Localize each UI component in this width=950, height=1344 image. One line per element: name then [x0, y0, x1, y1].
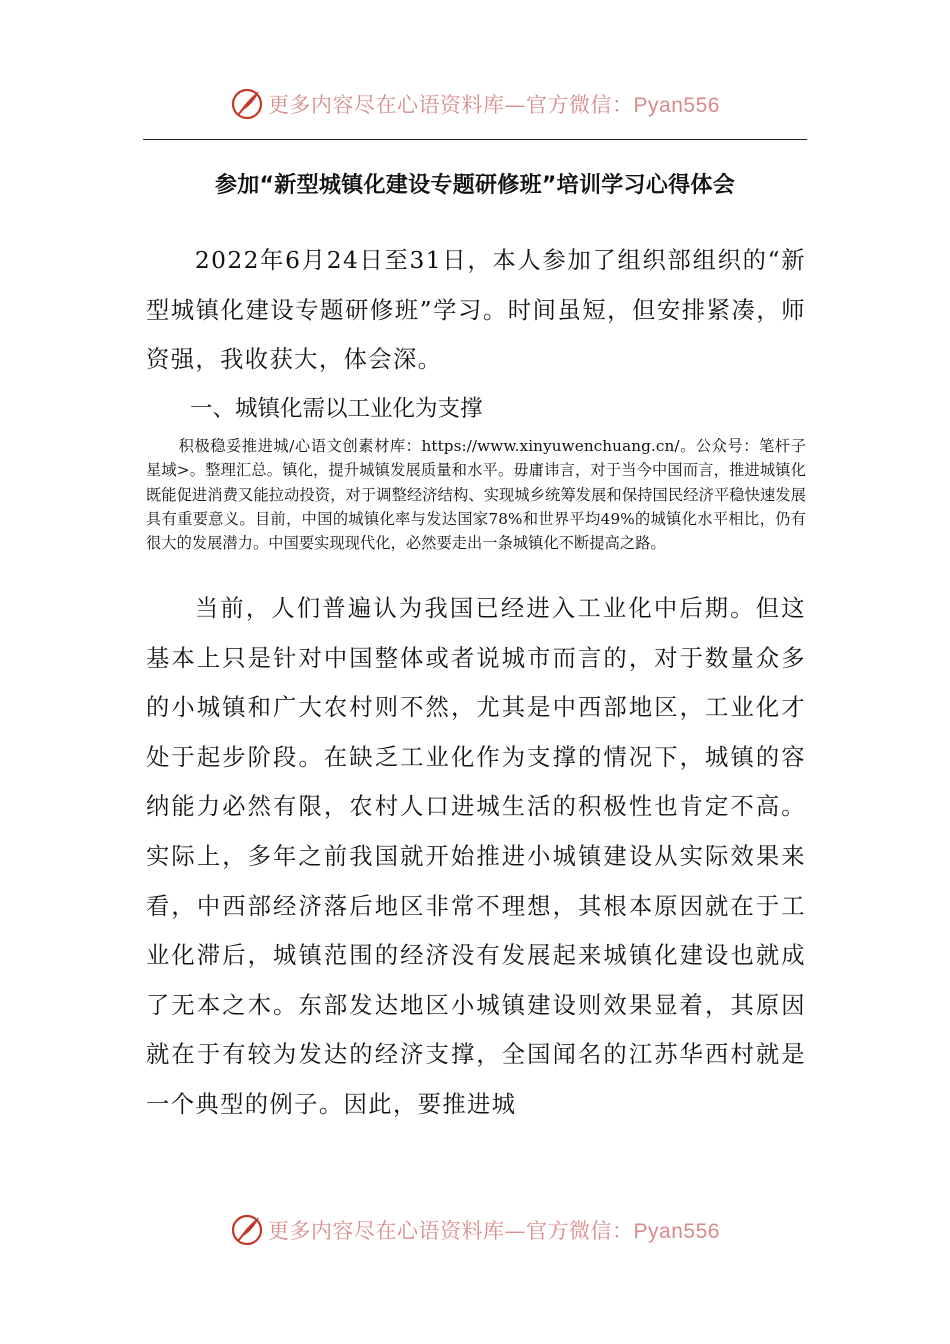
- paragraph-3: 当前，人们普遍认为我国已经进入工业化中后期。但这基本上只是针对中国整体或者说城市而言的，对于数量众多的小城镇和广大农村则不然，尤其是中西部地区，工业化才处于起步阶段。在缺乏工业化作为支撑的情况下，城镇的容纳能力必然有限，农村人口进城生活的积极性也肯定不高。实际上，多年之前我国就开始推进小城镇建设从实际效果来看，中西部经济落后地区非常不理想，其根本原因就在于工业化滞后，城镇范围的经济没有发展起来城镇化建设也就成了无本之木。东部发达地区小城镇建设则效果显着，其原因就在于有较为发达的经济支撑，全国闻名的江苏华西村就是一个典型的例子。因此，要推进城: [146, 595, 806, 1118]
- paragraph-2: 积极稳妥推进城/心语文创素材库：https://www.xinyuwenchuang.cn/。公众号：笔杆子星域>。整理汇总。镇化，提升城镇发展质量和水平。毋庸讳言，对于当今中国而言，推进城镇化既能促进消费又能拉动投资，对于调整经济结构、实现城乡统筹发展和保持国民经济平稳快速发展具有重要意义。目前，中国的城镇化率与发达国家78%和世界平均49%的城镇化水平相比，仍有很大的发展潜力。中国要实现现代化，必然要走出一条城镇化不断提高之路。: [146, 437, 806, 553]
- section-heading-1: 一、城镇化需以工业化为支撑: [190, 396, 483, 422]
- header-divider: [143, 139, 807, 140]
- header-banner: [0, 84, 950, 124]
- document-title: 参加“新型城镇化建设专题研修班”培训学习心得体会: [214, 173, 736, 198]
- header-brand-name: Pyan556: [633, 94, 720, 117]
- footer-banner: [0, 1210, 950, 1250]
- footer-banner-text: 更多内容尽在心语资料库—官方微信：Pyan556: [268, 1219, 720, 1243]
- quill-circle-logo-icon: [230, 1213, 264, 1247]
- quill-circle-logo-icon: [230, 87, 264, 121]
- header-banner-text: 更多内容尽在心语资料库—官方微信：Pyan556: [268, 93, 720, 117]
- footer-brand-name: Pyan556: [633, 1220, 720, 1243]
- paragraph-1: 2022年6月24日至31日，本人参加了组织部组织的“新型城镇化建设专题研修班”学习。时间虽短，但安排紧凑，师资强，我收获大，体会深。: [146, 247, 806, 374]
